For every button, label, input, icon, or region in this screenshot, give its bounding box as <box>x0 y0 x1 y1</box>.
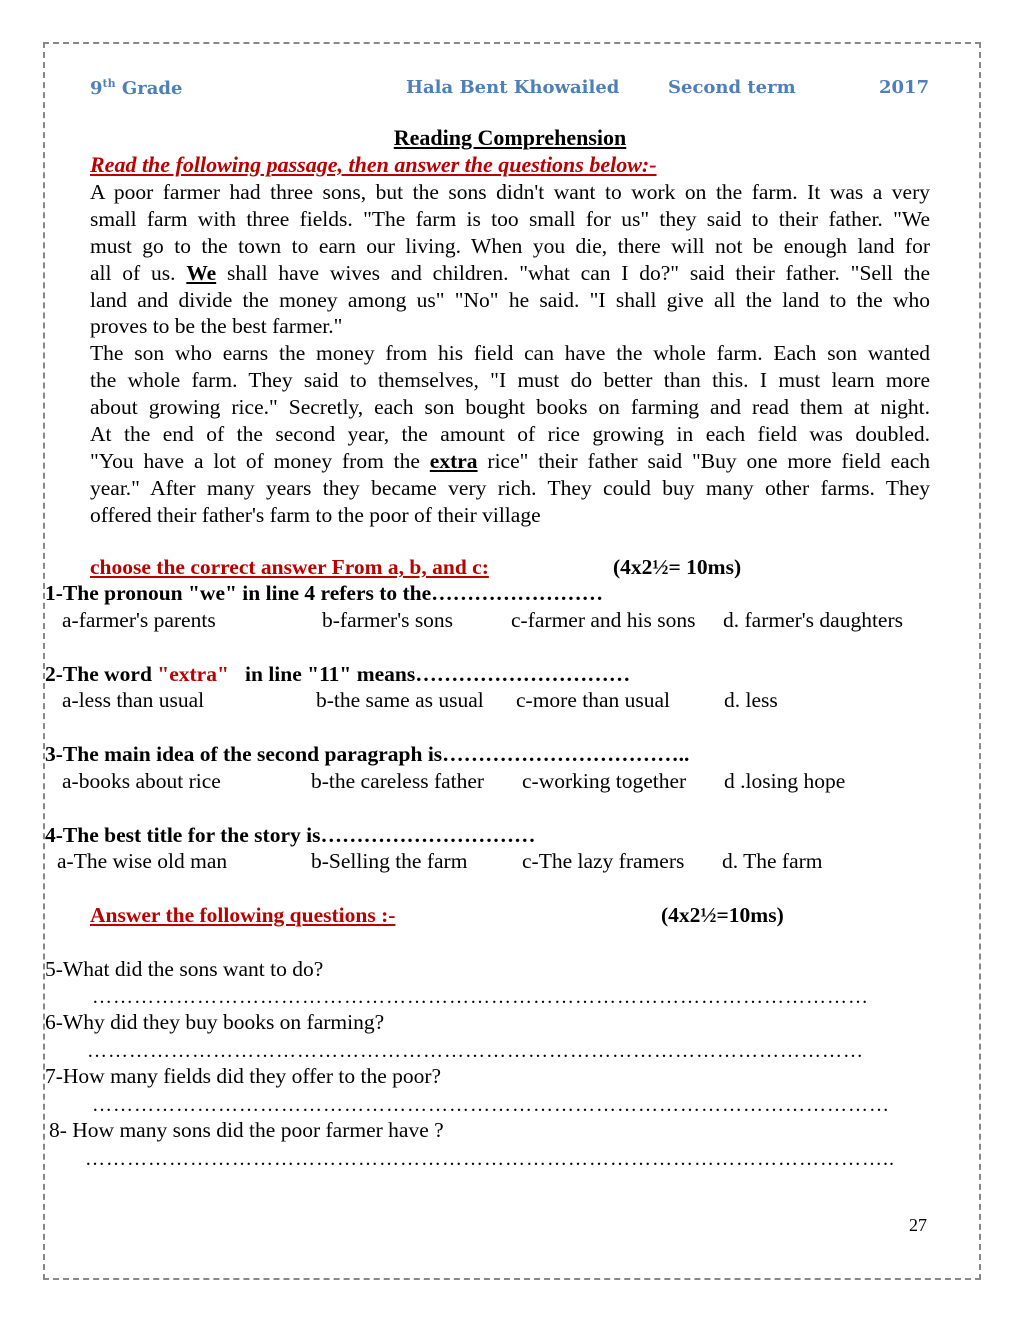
highlighted-word: "extra" <box>157 662 229 686</box>
passage-line: about growing rice." Secretly, each son bought books on farming and read them at night. <box>90 395 930 420</box>
grade-word: Grade <box>121 78 183 99</box>
highlighted-word-we: We <box>186 260 217 285</box>
option-c: c-farmer and his sons <box>511 608 696 632</box>
passage-line: year." After many years they became very rich. They could buy many other farms. They <box>90 475 930 500</box>
open-question-5: 5-What did the sons want to do? <box>45 957 324 981</box>
passage-line: must go to the town to earn our living. When you die, there will not be enough land for <box>90 233 930 258</box>
open-question-7: 7-How many fields did they offer to the poor? <box>45 1064 442 1088</box>
option-b: b-Selling the farm <box>311 849 468 873</box>
title-text: Reading Comprehension <box>393 125 627 150</box>
mcq-question-3: 3-The main idea of the second paragraph is…………………………….. <box>45 742 690 766</box>
header-grade <box>90 77 182 99</box>
option-d: d. less <box>724 688 778 712</box>
mcq-question-4: 4-The best title for the story is………………………… <box>45 823 536 847</box>
option-a: a-less than usual <box>62 688 205 712</box>
passage-line: A poor farmer had three sons, but the sons didn't want to work on the farm. It was a very <box>90 180 930 204</box>
open-question-8: 8- How many sons did the poor farmer have ? <box>49 1118 444 1142</box>
section2-heading: Answer the following questions :- <box>90 903 396 927</box>
grade-number: 9 <box>90 78 103 99</box>
passage-line: proves to be the best farmer." <box>90 314 343 339</box>
option-b: b-farmer's sons <box>322 608 454 632</box>
text: in line "11" means………………………… <box>228 662 631 686</box>
passage-line: the whole farm. They said to themselves, "I must do better than this. I must learn more <box>90 368 930 393</box>
mcq-question-2 <box>45 662 630 687</box>
page-number: 27 <box>909 1215 927 1235</box>
answer-line[interactable]: ………………………………………………………………………………………………… <box>87 1040 864 1062</box>
answer-line[interactable]: …………………………………………………………………………………………………….. <box>85 1148 895 1170</box>
passage-line: offered their father's farm to the poor of their village <box>90 502 541 527</box>
option-a: a-farmer's parents <box>62 608 216 632</box>
option-b: b-the careless father <box>311 769 485 793</box>
option-c: c-more than usual <box>516 688 671 712</box>
page-title <box>0 125 1020 151</box>
highlighted-word-extra: extra <box>429 448 478 473</box>
option-c: c-working together <box>522 769 687 793</box>
option-a: a-The wise old man <box>57 849 228 873</box>
option-d: d .losing hope <box>724 769 846 793</box>
passage-line: small farm with three fields. "The farm is too small for us" they said to their father. "We <box>90 206 930 231</box>
option-d: d. The farm <box>722 849 823 873</box>
reading-passage <box>90 179 930 529</box>
grade-suffix: th <box>102 77 116 90</box>
option-a: a-books about rice <box>62 769 221 793</box>
passage-line: land and divide the money among us" "No" he said. "I shall give all the land to the who <box>90 287 930 312</box>
mcq-question-1: 1-The pronoun "we" in line 4 refers to the…………………… <box>45 581 604 605</box>
option-c: c-The lazy framers <box>522 849 685 873</box>
section2-marks: (4x2½=10ms) <box>661 903 784 927</box>
section1-marks: (4x2½= 10ms) <box>613 555 742 579</box>
text: shall have wives and children. "what can I do?" said their father. "Sell the <box>227 260 930 285</box>
option-d: d. farmer's daughters <box>723 608 903 632</box>
answer-line[interactable]: …………………………………………………………………………………………………… <box>92 1094 890 1116</box>
text: rice" their father said "Buy one more field each <box>487 448 930 473</box>
text: "You have a lot of money from the <box>90 448 420 473</box>
header-school: Hala Bent Khowailed <box>406 77 620 98</box>
passage-line <box>90 448 930 475</box>
passage-line: At the end of the second year, the amount of rice growing in each field was doubled. <box>90 422 930 447</box>
header-year: 2017 <box>879 77 930 98</box>
answer-line[interactable]: ………………………………………………………………………………………………… <box>92 986 869 1008</box>
text: 2-The word <box>45 662 158 686</box>
instruction: Read the following passage, then answer the questions below:- <box>90 152 657 177</box>
passage-line <box>90 260 930 287</box>
passage-line: The son who earns the money from his field can have the whole farm. Each son wanted <box>90 341 930 366</box>
text: all of us. <box>90 260 176 285</box>
option-b: b-the same as usual <box>316 688 484 712</box>
open-question-6: 6-Why did they buy books on farming? <box>45 1010 385 1034</box>
section1-heading: choose the correct answer From a, b, and c: <box>90 555 489 579</box>
header-term: Second term <box>668 77 796 98</box>
